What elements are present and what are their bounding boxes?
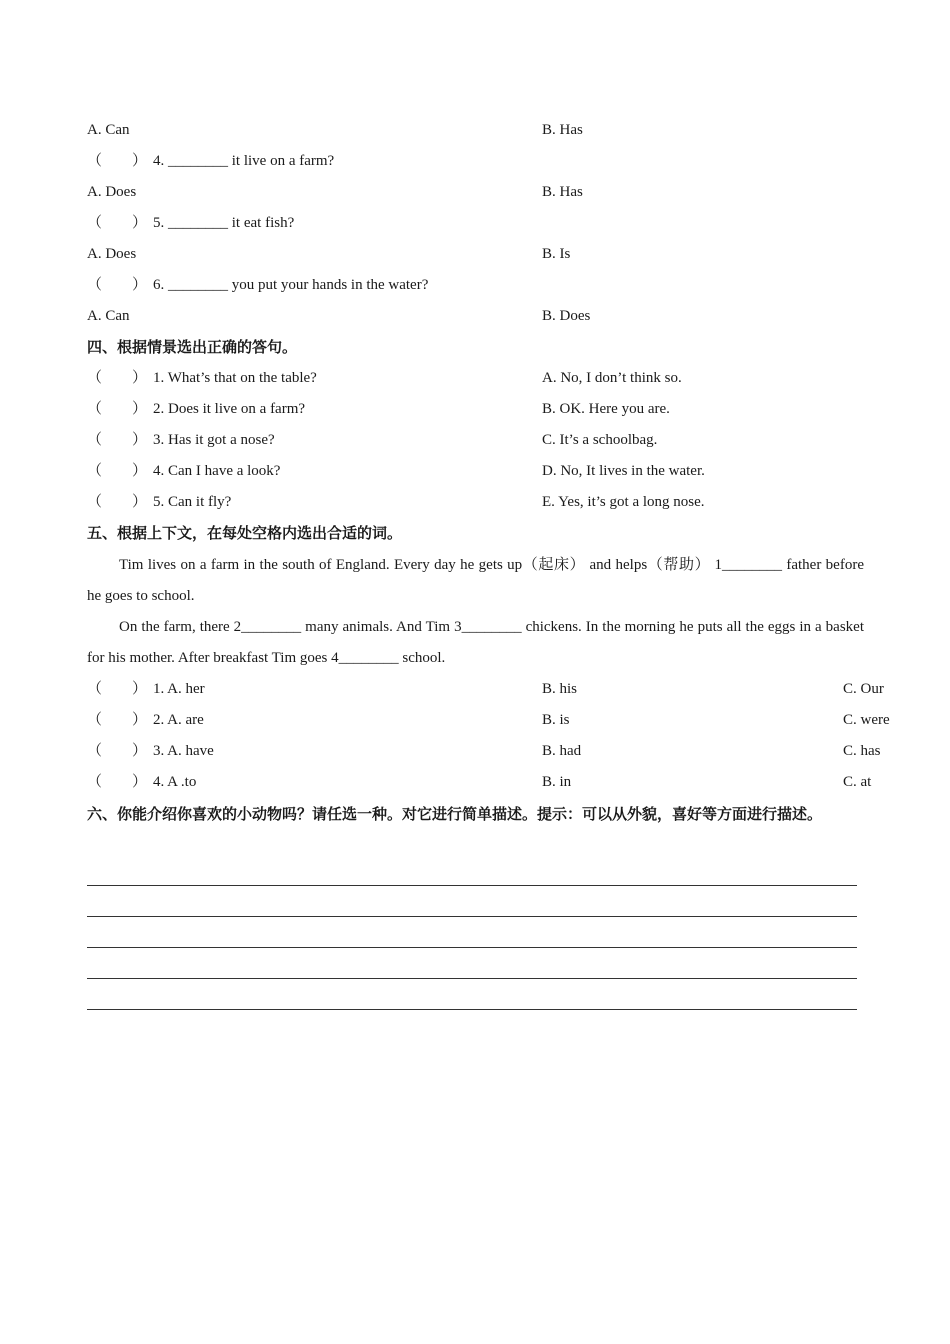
option-a: A. Can — [87, 122, 130, 138]
match-row — [87, 425, 658, 456]
answer-blank[interactable]: （ ） — [87, 401, 148, 417]
option-row — [87, 177, 583, 208]
question-text: 4. ________ it live on a farm? — [153, 153, 335, 169]
writing-line[interactable] — [87, 885, 857, 886]
answer-blank[interactable]: （ ） — [87, 494, 148, 510]
writing-line[interactable] — [87, 947, 857, 948]
option-a: 2. A. are — [153, 712, 204, 728]
writing-line[interactable] — [87, 1009, 857, 1010]
answer-option: D. No, It lives in the water. — [542, 463, 705, 479]
question-text: 4. Can I have a look? — [153, 463, 281, 479]
option-c: C. Our — [843, 681, 884, 697]
option-a: 3. A. have — [153, 743, 214, 759]
answer-blank[interactable]: （ ） — [87, 463, 148, 479]
match-row — [87, 394, 670, 425]
question-row — [87, 208, 294, 239]
option-a: A. Does — [87, 184, 137, 200]
section-heading-5: 五、根据上下文，在每处空格内选出合适的词。 — [87, 524, 403, 542]
section-heading-4: 四、根据情景选出正确的答句。 — [87, 338, 298, 356]
passage-paragraph — [87, 612, 864, 674]
choice-row — [87, 767, 872, 798]
match-row — [87, 487, 705, 518]
answer-option: A. No, I don’t think so. — [542, 370, 682, 386]
option-b: B. Is — [542, 246, 571, 262]
option-c: C. at — [843, 774, 872, 790]
option-a: A. Does — [87, 246, 137, 262]
answer-option: B. OK. Here you are. — [542, 401, 670, 417]
option-row — [87, 239, 571, 270]
answer-blank[interactable]: （ ） — [87, 370, 148, 386]
answer-blank[interactable]: （ ） — [87, 432, 148, 448]
question-text: 6. ________ you put your hands in the water? — [153, 277, 429, 293]
answer-blank[interactable]: （ ） — [87, 681, 148, 697]
question-row — [87, 146, 334, 177]
writing-line[interactable] — [87, 916, 857, 917]
answer-blank[interactable]: （ ） — [87, 774, 148, 790]
answer-option: C. It’s a schoolbag. — [542, 432, 658, 448]
passage-text: On the farm, there 2________ many animals. And Tim 3________ chickens. In the morning he puts all the eggs in a basket for his mother. After breakfast Tim goes 4________ school. — [87, 619, 864, 666]
answer-blank[interactable]: （ ） — [87, 712, 148, 728]
choice-row — [87, 674, 884, 705]
option-a: 1. A. her — [153, 681, 205, 697]
option-row — [87, 115, 583, 146]
option-a: A. Can — [87, 308, 130, 324]
answer-blank[interactable]: （ ） — [87, 153, 148, 169]
option-b: B. had — [542, 743, 582, 759]
answer-option: E. Yes, it’s got a long nose. — [542, 494, 705, 510]
option-b: B. is — [542, 712, 570, 728]
question-text: 2. Does it live on a farm? — [153, 401, 306, 417]
question-text: 5. Can it fly? — [153, 494, 232, 510]
option-row — [87, 301, 591, 332]
choice-row — [87, 736, 881, 767]
answer-blank[interactable]: （ ） — [87, 277, 148, 293]
option-b: B. his — [542, 681, 578, 697]
writing-line[interactable] — [87, 978, 857, 979]
answer-blank[interactable]: （ ） — [87, 215, 148, 231]
section-heading-6: 六、你能介绍你喜欢的小动物吗？请任选一种。对它进行简单描述。提示：可以从外貌，喜好等方面进行描述。 — [87, 805, 823, 823]
option-b: B. in — [542, 774, 572, 790]
option-b: B. Does — [542, 308, 591, 324]
passage-paragraph — [87, 550, 864, 612]
answer-blank[interactable]: （ ） — [87, 743, 148, 759]
question-row — [87, 270, 428, 301]
passage-text: Tim lives on a farm in the south of England. Every day he gets up（起床） and helps（帮助） 1________ father before he goes to school. — [87, 557, 864, 604]
option-a: 4. A .to — [153, 774, 197, 790]
match-row — [87, 363, 682, 394]
question-text: 1. What’s that on the table? — [153, 370, 317, 386]
option-b: B. Has — [542, 122, 583, 138]
option-b: B. Has — [542, 184, 583, 200]
option-c: C. were — [843, 712, 890, 728]
question-text: 5. ________ it eat fish? — [153, 215, 295, 231]
match-row — [87, 456, 705, 487]
choice-row — [87, 705, 890, 736]
option-c: C. has — [843, 743, 881, 759]
question-text: 3. Has it got a nose? — [153, 432, 275, 448]
